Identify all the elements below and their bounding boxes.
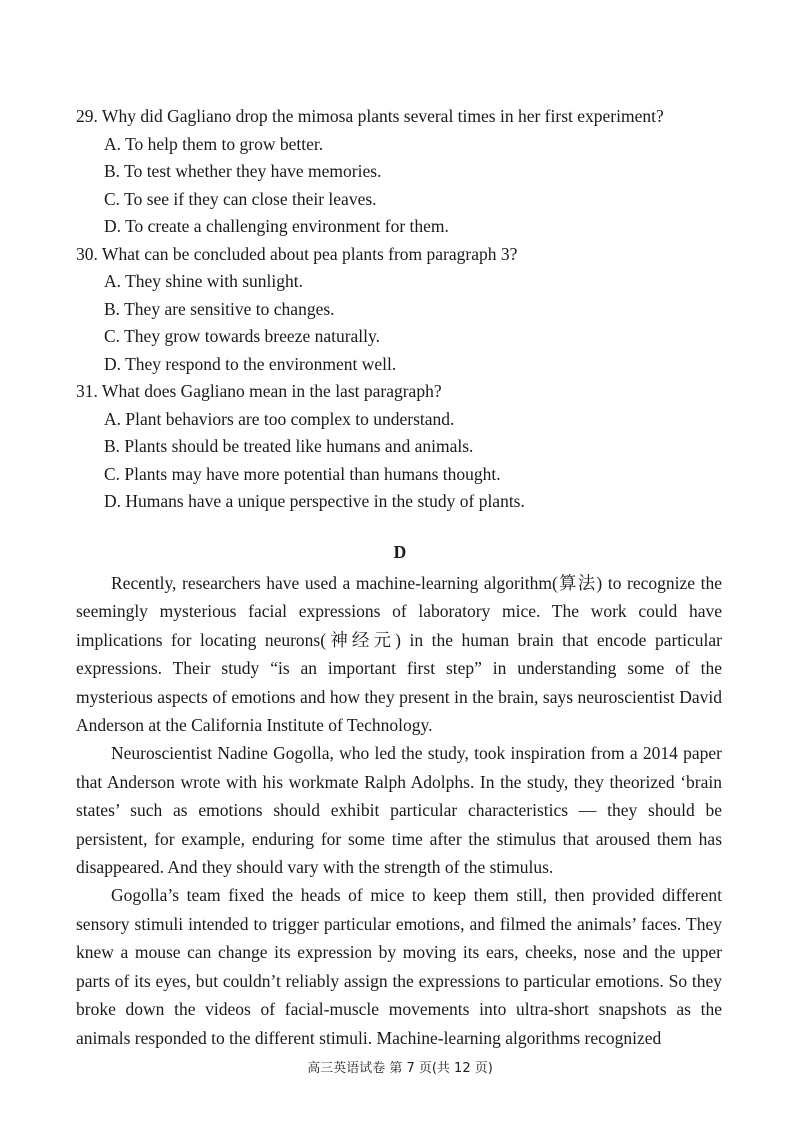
option-b: B. To test whether they have memories. — [104, 161, 382, 181]
option-c: C. To see if they can close their leaves. — [104, 188, 377, 209]
option-b: B. They are sensitive to changes. — [104, 298, 335, 319]
option-b: B. Plants should be treated like humans and animals. — [104, 436, 474, 456]
option-d: D. To create a challenging environment for them. — [104, 216, 449, 236]
question-stem: 31. What does Gagliano mean in the last paragraph? — [76, 381, 442, 401]
passage-paragraph-2: Neuroscientist Nadine Gogolla, who led the study, took inspiration from a 2014 paper that Anderson wrote with his workmate Ralph Adolphs. In the study, they theorized ‘brain states’ such as emotions should exhibit particular characteristics — they should be persistent, for example, enduring for some time after the stimulus that aroused them has disappeared. And they should vary with the strength of the stimulus. — [76, 743, 722, 878]
passage-paragraph-1: Recently, researchers have used a machine-learning algorithm(算法) to recognize the seemingly mysterious facial expressions of laboratory mice. The work could have implications for locating neurons(神经元) in the human brain that encode particular expressions. Their study “is an important first step” in understanding some of the mysterious aspects of emotions and how they present in the brain, says neuroscientist David Anderson at the California Institute of Technology. — [76, 573, 722, 736]
option-a: A. They shine with sunlight. — [104, 271, 303, 291]
reading-passage — [76, 569, 722, 1052]
question-list — [76, 103, 736, 516]
option-d: D. They respond to the environment well. — [104, 353, 397, 374]
question-stem: 29. Why did Gagliano drop the mimosa plants several times in her first experiment? — [76, 106, 664, 126]
option-a: A. Plant behaviors are too complex to understand. — [104, 408, 455, 429]
question-30 — [76, 241, 736, 379]
section-title: D — [393, 542, 407, 562]
option-a: A. To help them to grow better. — [104, 133, 324, 154]
option-c: C. Plants may have more potential than humans thought. — [104, 463, 501, 484]
passage-paragraph-3: Gogolla’s team fixed the heads of mice to keep them still, then provided different sensory stimuli intended to trigger particular emotions, and filmed the animals’ faces. They knew a mouse can change its expression by moving its ears, cheeks, nose and the upper parts of its eyes, but couldn’t reliably assign the expressions to particular emotions. So they broke down the videos of facial-muscle movements into ultra-short snapshots as the animals responded to the different stimuli. Machine-learning algorithms recognized — [76, 885, 722, 1048]
option-d: D. Humans have a unique perspective in the study of plants. — [104, 491, 525, 511]
page-footer: 高三英语试卷 第 7 页(共 12 页) — [307, 1061, 493, 1076]
question-29 — [76, 103, 736, 241]
option-c: C. They grow towards breeze naturally. — [104, 326, 381, 346]
question-stem: 30. What can be concluded about pea plants from paragraph 3? — [76, 243, 518, 264]
question-31 — [76, 378, 736, 516]
